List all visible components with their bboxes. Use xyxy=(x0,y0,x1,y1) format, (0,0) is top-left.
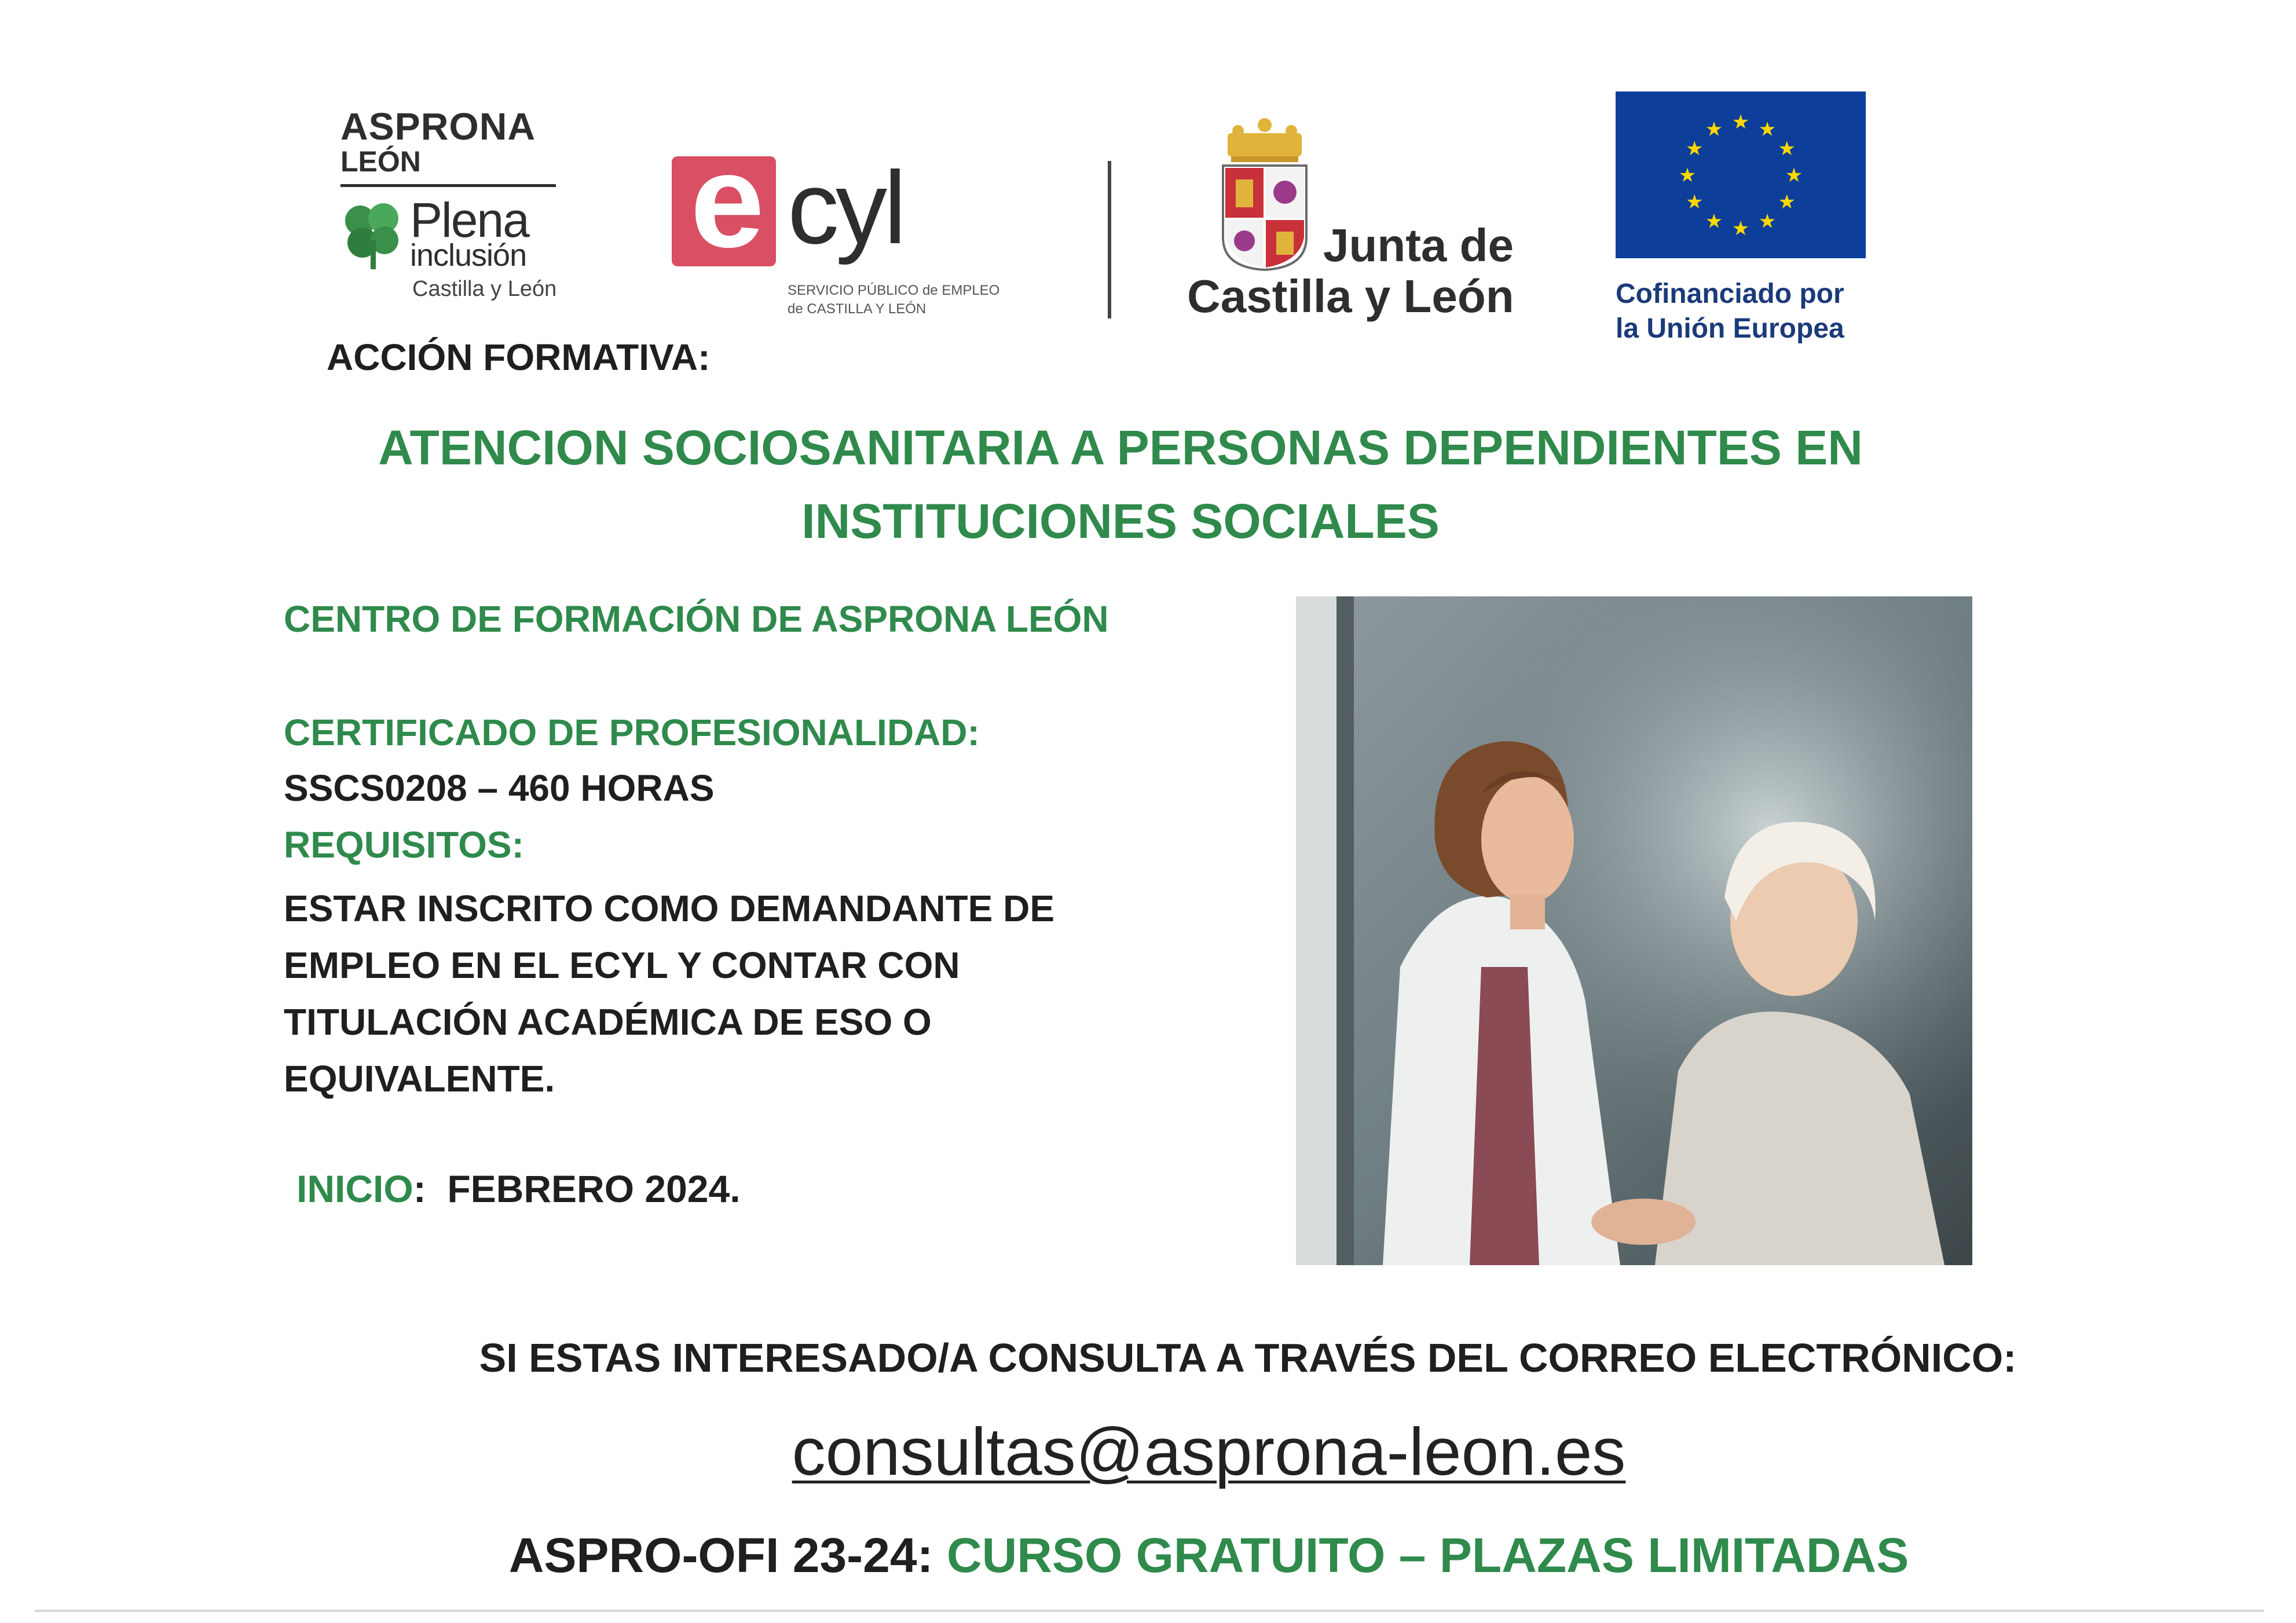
eu-flag-icon xyxy=(1616,91,1866,258)
castilla-y-leon-small: Castilla y León xyxy=(412,277,557,301)
eu-star-icon: ★ xyxy=(1758,210,1777,233)
coat-of-arms-icon xyxy=(1215,116,1314,273)
logo-divider xyxy=(1108,161,1111,318)
junta-line2: Castilla y León xyxy=(1187,270,1514,322)
eu-cofinanciado-line2: la Unión Europea xyxy=(1616,313,1844,344)
eu-cofinanciado-line1: Cofinanciado por xyxy=(1616,279,1844,309)
plena-label: Plena xyxy=(410,193,529,247)
eu-star-icon: ★ xyxy=(1731,217,1750,240)
eu-star-icon: ★ xyxy=(1758,118,1777,141)
eu-star-icon: ★ xyxy=(1778,137,1796,160)
asprona-subtitle: LEÓN xyxy=(340,145,421,178)
inicio-label: INICIO xyxy=(296,1167,413,1210)
requisitos-text: ESTAR INSCRITO COMO DEMANDANTE DE EMPLEO EN EL ECYL Y CONTAR CON TITULACIÓN ACADÉMICA DE ESO O EQUIVALENTE. xyxy=(284,888,1054,1100)
email-link[interactable]: consultas@asprona-leon.es xyxy=(792,1414,1626,1489)
eu-star-icon: ★ xyxy=(1705,210,1723,233)
inicio-value: FEBRERO 2024. xyxy=(447,1167,741,1210)
footer-text: CURSO GRATUITO – PLAZAS LIMITADAS xyxy=(946,1528,1909,1582)
inclusion-label: inclusión xyxy=(410,238,527,273)
caregiver-photo xyxy=(1296,596,1972,1265)
bottom-divider xyxy=(35,1610,2264,1612)
certificado-value: SSCS0208 – 460 HORAS xyxy=(284,767,715,809)
footer xyxy=(0,1527,2296,1584)
accion-formativa-label: ACCIÓN FORMATIVA: xyxy=(327,336,711,378)
consulta-text: SI ESTAS INTERESADO/A CONSULTA A TRAVÉS DEL CORREO ELECTRÓNICO: xyxy=(479,1335,2017,1380)
course-title-line2: INSTITUCIONES SOCIALES xyxy=(801,494,1440,548)
ecyl-caption-line1: SERVICIO PÚBLICO de EMPLEO xyxy=(788,283,1000,298)
eu-star-icon: ★ xyxy=(1686,190,1704,214)
ecyl-caption-line2: de CASTILLA Y LEÓN xyxy=(788,301,927,317)
ecyl-letter-e: e xyxy=(690,126,764,275)
certificado-label: CERTIFICADO DE PROFESIONALIDAD: xyxy=(284,712,980,753)
eu-star-icon: ★ xyxy=(1686,137,1704,160)
asprona-divider xyxy=(340,184,556,187)
eu-star-icon: ★ xyxy=(1678,164,1697,187)
eu-star-icon: ★ xyxy=(1778,190,1796,214)
eu-star-icon: ★ xyxy=(1705,118,1723,141)
clover-icon xyxy=(340,200,404,269)
eu-star-icon: ★ xyxy=(1785,164,1803,187)
junta-line1: Junta de xyxy=(1323,219,1514,271)
asprona-title: ASPRONA xyxy=(340,105,536,148)
centro-label: CENTRO DE FORMACIÓN DE ASPRONA LEÓN xyxy=(284,598,1109,640)
ecyl-word: cyl xyxy=(788,150,903,265)
eu-star-icon: ★ xyxy=(1731,111,1750,134)
requisitos-label: REQUISITOS: xyxy=(284,824,524,866)
inicio-row: INICIO: FEBRERO 2024. xyxy=(296,1167,741,1210)
footer-code: ASPRO-OFI 23-24: xyxy=(508,1528,933,1582)
course-title-line1: ATENCION SOCIOSANITARIA A PERSONAS DEPENDIENTES EN xyxy=(378,420,1863,475)
